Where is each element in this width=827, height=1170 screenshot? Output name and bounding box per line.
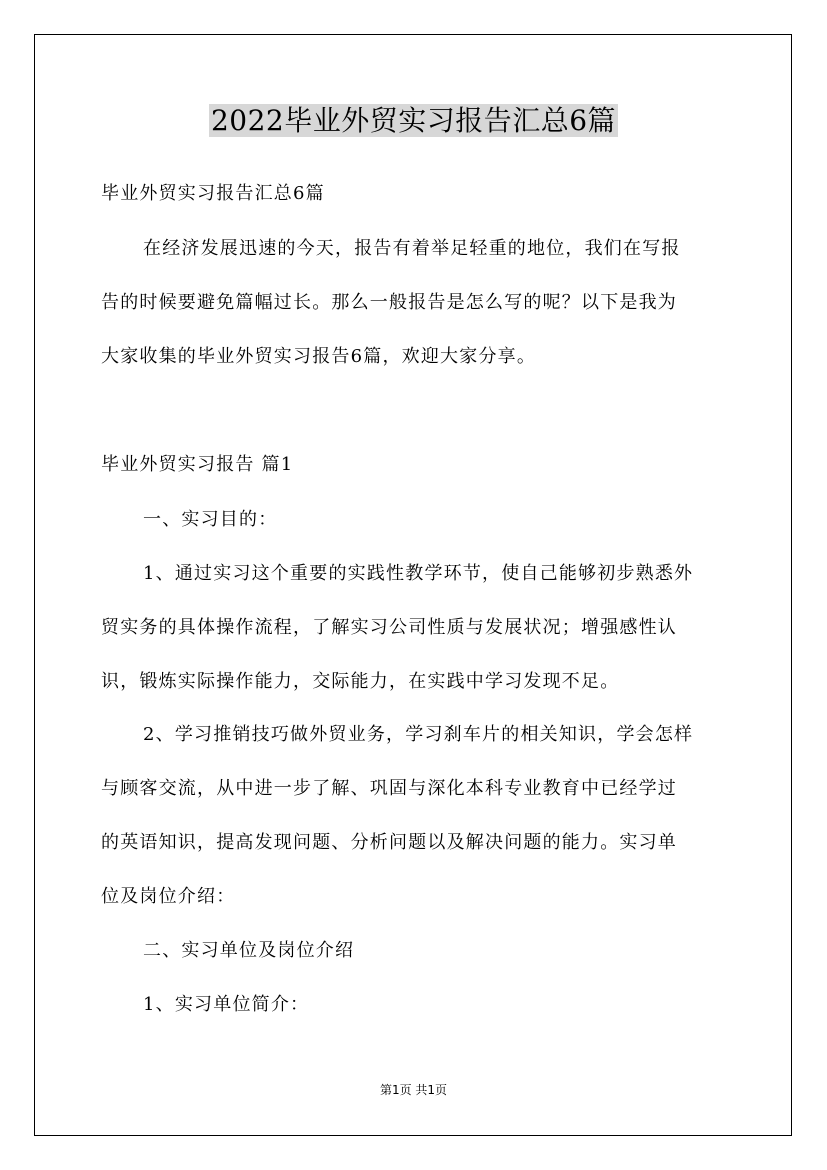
document-subtitle: 毕业外贸实习报告汇总6篇 [101, 183, 325, 204]
point2-line-1: 2、学习推销技巧做外贸业务，学习刹车片的相关知识，学会怎样 [143, 724, 694, 745]
point1-line-3: 识，锻炼实际操作能力，交际能力，在实践中学习发现不足。 [101, 671, 620, 692]
point1-line-1: 1、通过实习这个重要的实践性教学环节，使自己能够初步熟悉外 [143, 563, 694, 584]
intro-line-3: 大家收集的毕业外贸实习报告6篇，欢迎大家分享。 [101, 346, 537, 367]
document-title-text: 2022毕业外贸实习报告汇总6篇 [210, 104, 617, 137]
intro-line-1: 在经济发展迅速的今天，报告有着举足轻重的地位，我们在写报 [143, 238, 681, 259]
point1-line-2: 贸实务的具体操作流程，了解实习公司性质与发展状况；增强感性认 [101, 617, 677, 638]
intro-line-2: 告的时候要避免篇幅过长。那么一般报告是怎么写的呢？以下是我为 [101, 292, 677, 313]
page-footer: 第1页 共1页 [379, 1083, 448, 1097]
point2-line-3: 的英语知识，提高发现问题、分析问题以及解决问题的能力。实习单 [101, 832, 677, 853]
point2-line-4: 位及岗位介绍： [101, 886, 236, 907]
section-heading: 毕业外贸实习报告 篇1 [101, 454, 294, 475]
document-title [0, 100, 827, 142]
point2-line-2: 与顾客交流，从中进一步了解、巩固与深化本科专业教育中已经学过 [101, 778, 677, 799]
purpose-heading: 一、实习目的： [143, 509, 278, 530]
unit-intro: 1、实习单位简介： [143, 994, 310, 1015]
unit-heading: 二、实习单位及岗位介绍 [143, 940, 355, 961]
